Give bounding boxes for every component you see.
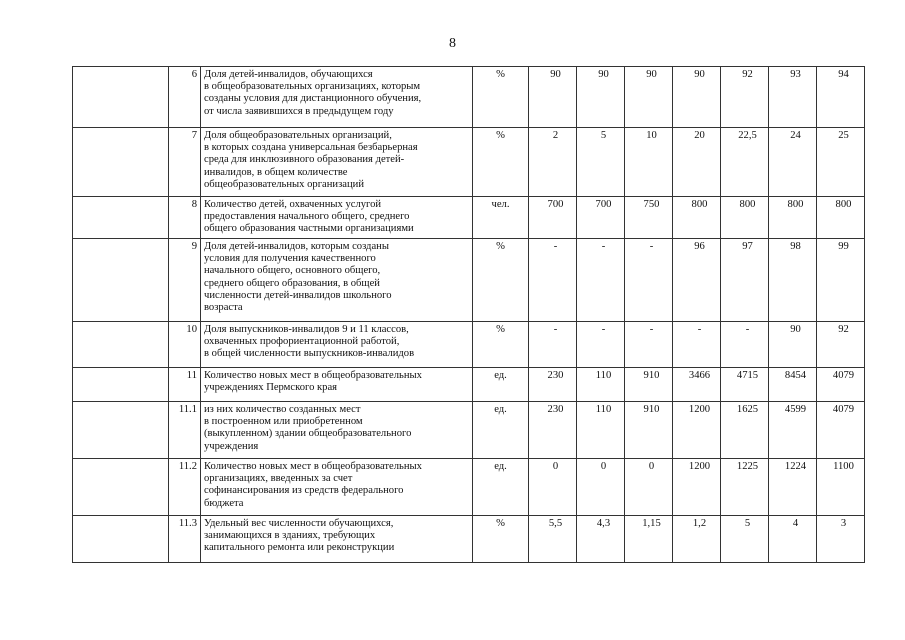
value-cell xyxy=(529,459,577,516)
indicator-name-line: Доля детей-инвалидов, обучающихся xyxy=(204,69,373,80)
value-text: 700 xyxy=(595,199,612,210)
value-cell xyxy=(721,67,769,128)
value-text: - xyxy=(601,324,606,335)
value-text: 0 xyxy=(600,461,607,472)
value-text: - xyxy=(697,324,702,335)
row-number-cell: 11 xyxy=(169,368,201,402)
value-text: 750 xyxy=(643,199,660,210)
value-cell xyxy=(529,239,577,322)
indicator-name-cell xyxy=(201,516,473,563)
indicator-name-line: учреждения xyxy=(204,440,259,452)
indicator-name-line: среда для инклюзивного образования детей- xyxy=(204,154,405,166)
unit-cell: % xyxy=(473,239,529,322)
value-text: 25 xyxy=(838,130,849,141)
value-text: 4079 xyxy=(832,404,855,415)
value-cell xyxy=(673,197,721,239)
value-text: 90 xyxy=(694,69,705,80)
left-margin-cell xyxy=(73,402,169,459)
indicator-name-line: Удельный вес численности обучающихся, xyxy=(204,518,394,529)
value-cell xyxy=(577,402,625,459)
value-text: 97 xyxy=(742,241,753,252)
value-text: 90 xyxy=(550,69,561,80)
value-cell xyxy=(625,516,673,563)
left-margin-cell xyxy=(73,197,169,239)
table-row xyxy=(73,197,865,239)
value-text: 1,2 xyxy=(692,518,707,529)
indicator-name-line: возраста xyxy=(204,302,243,314)
value-cell xyxy=(721,459,769,516)
value-text: 10 xyxy=(646,130,657,141)
value-text: 4079 xyxy=(832,370,855,381)
value-cell xyxy=(529,516,577,563)
unit-cell: ед. xyxy=(473,368,529,402)
value-text: 1100 xyxy=(833,461,854,472)
value-cell xyxy=(625,197,673,239)
unit-cell: чел. xyxy=(473,197,529,239)
row-number-cell: 6 xyxy=(169,67,201,128)
value-text: 90 xyxy=(646,69,657,80)
value-text: 800 xyxy=(835,199,852,210)
value-text: 99 xyxy=(838,241,849,252)
unit-cell: % xyxy=(473,516,529,563)
value-cell xyxy=(769,322,817,368)
value-text: 94 xyxy=(838,69,849,80)
indicator-name-line: Количество новых мест в общеобразовательных xyxy=(204,370,422,381)
value-cell xyxy=(769,402,817,459)
indicator-name-cell xyxy=(201,368,473,402)
value-cell xyxy=(769,368,817,402)
value-text: 1200 xyxy=(688,404,711,415)
indicator-name-line: условия для получения качественного xyxy=(204,253,376,265)
value-cell xyxy=(817,239,865,322)
unit-cell: % xyxy=(473,322,529,368)
value-text: 93 xyxy=(790,69,801,80)
value-cell xyxy=(817,459,865,516)
indicator-name-line: численности детей-инвалидов школьного xyxy=(204,289,392,301)
value-cell xyxy=(721,197,769,239)
indicator-name-line: в общей численности выпускников-инвалидов xyxy=(204,348,415,360)
value-cell xyxy=(769,67,817,128)
value-text: - xyxy=(553,241,558,252)
value-text: 5,5 xyxy=(548,518,563,529)
value-cell xyxy=(769,516,817,563)
indicator-name-cell xyxy=(201,239,473,322)
value-text: 4715 xyxy=(736,370,759,381)
value-text: 90 xyxy=(598,69,609,80)
value-text: 1225 xyxy=(736,461,759,472)
value-cell xyxy=(577,197,625,239)
indicator-name-line: общего образования частными организациями xyxy=(204,223,414,235)
indicator-name-line: бюджета xyxy=(204,497,244,509)
value-text: 800 xyxy=(691,199,708,210)
indicator-name-line: от числа заявившихся в предыдущем году xyxy=(204,105,394,117)
value-cell xyxy=(529,67,577,128)
value-cell xyxy=(673,516,721,563)
row-number-cell: 9 xyxy=(169,239,201,322)
value-cell xyxy=(577,239,625,322)
indicator-name-line: капитального ремонта или реконструкции xyxy=(204,542,395,554)
value-text: 92 xyxy=(742,69,753,80)
indicators-table xyxy=(72,66,865,563)
value-cell xyxy=(817,516,865,563)
indicator-name-line: Доля детей-инвалидов, которым созданы xyxy=(204,241,389,252)
indicator-name-line: софинансирования из средств федерального xyxy=(204,485,404,497)
value-cell xyxy=(769,239,817,322)
indicator-name-line: учреждениях Пермского края xyxy=(204,382,338,394)
value-text: 0 xyxy=(648,461,655,472)
value-cell xyxy=(673,67,721,128)
value-cell xyxy=(673,368,721,402)
value-cell xyxy=(721,128,769,197)
row-number-cell: 11.3 xyxy=(169,516,201,563)
value-cell xyxy=(817,368,865,402)
value-text: 90 xyxy=(790,324,801,335)
value-text: 910 xyxy=(643,370,660,381)
value-cell xyxy=(577,128,625,197)
value-cell xyxy=(625,322,673,368)
value-text: 92 xyxy=(838,324,849,335)
value-text: - xyxy=(649,324,654,335)
value-text: 910 xyxy=(643,404,660,415)
table-row xyxy=(73,322,865,368)
value-text: 24 xyxy=(790,130,801,141)
value-text: - xyxy=(553,324,558,335)
value-cell xyxy=(817,128,865,197)
indicator-name-line: в общеобразовательных организациях, которым xyxy=(204,81,421,93)
indicator-name-line: занимающихся в зданиях, требующих xyxy=(204,530,376,542)
indicator-name-cell xyxy=(201,197,473,239)
value-cell xyxy=(817,67,865,128)
indicator-name-line: Доля выпускников-инвалидов 9 и 11 классов, xyxy=(204,324,409,335)
value-text: 98 xyxy=(790,241,801,252)
value-cell xyxy=(625,368,673,402)
value-cell xyxy=(625,459,673,516)
value-text: 0 xyxy=(552,461,559,472)
value-text: 5 xyxy=(744,518,751,529)
value-text: 800 xyxy=(787,199,804,210)
value-text: - xyxy=(601,241,606,252)
value-cell xyxy=(577,67,625,128)
table-row xyxy=(73,459,865,516)
value-cell xyxy=(673,402,721,459)
value-cell xyxy=(577,516,625,563)
value-cell xyxy=(529,128,577,197)
row-number-cell: 8 xyxy=(169,197,201,239)
indicator-name-line: организациях, введенных за счет xyxy=(204,473,353,485)
left-margin-cell xyxy=(73,516,169,563)
indicator-name-line: Количество новых мест в общеобразовательных xyxy=(204,461,422,472)
value-cell xyxy=(817,402,865,459)
value-cell xyxy=(817,322,865,368)
value-text: - xyxy=(649,241,654,252)
table-row xyxy=(73,516,865,563)
value-cell xyxy=(673,459,721,516)
value-text: 230 xyxy=(547,370,564,381)
value-cell xyxy=(721,239,769,322)
table-row xyxy=(73,368,865,402)
value-cell xyxy=(769,459,817,516)
value-text: 3466 xyxy=(688,370,711,381)
value-cell xyxy=(625,128,673,197)
value-cell xyxy=(529,322,577,368)
value-cell xyxy=(769,128,817,197)
row-number-cell: 10 xyxy=(169,322,201,368)
table-row xyxy=(73,128,865,197)
table-body xyxy=(73,67,865,563)
indicator-name-line: Доля общеобразовательных организаций, xyxy=(204,130,392,141)
indicator-name-line: созданы условия для дистанционного обучения, xyxy=(204,93,422,105)
indicator-name-line: начального общего, основного общего, xyxy=(204,265,381,277)
left-margin-cell xyxy=(73,368,169,402)
left-margin-cell xyxy=(73,459,169,516)
value-text: 1224 xyxy=(784,461,807,472)
indicator-name-line: в которых создана универсальная безбарьерная xyxy=(204,142,418,154)
value-text: 230 xyxy=(547,404,564,415)
indicator-name-line: общеобразовательных организаций xyxy=(204,178,364,190)
left-margin-cell xyxy=(73,239,169,322)
value-cell xyxy=(529,197,577,239)
value-cell xyxy=(721,322,769,368)
value-text: - xyxy=(745,324,750,335)
value-text: 8454 xyxy=(784,370,807,381)
value-text: 1200 xyxy=(688,461,711,472)
value-cell xyxy=(673,322,721,368)
indicator-name-cell xyxy=(201,402,473,459)
indicator-name-line: инвалидов, в общем количестве xyxy=(204,166,348,178)
value-text: 22,5 xyxy=(738,130,757,141)
indicator-name-line: предоставления начального общего, среднего xyxy=(204,211,410,223)
value-text: 4,3 xyxy=(596,518,611,529)
value-cell xyxy=(625,67,673,128)
value-cell xyxy=(529,368,577,402)
value-text: 110 xyxy=(595,404,612,415)
page-number: 8 xyxy=(449,36,456,51)
value-cell xyxy=(721,516,769,563)
value-text: 1625 xyxy=(736,404,759,415)
value-cell xyxy=(673,128,721,197)
value-text: 96 xyxy=(694,241,705,252)
indicator-name-line: в построенном или приобретенном xyxy=(204,416,363,428)
value-text: 800 xyxy=(739,199,756,210)
indicator-name-cell xyxy=(201,459,473,516)
table-row xyxy=(73,239,865,322)
left-margin-cell xyxy=(73,128,169,197)
indicator-name-line: (выкупленном) здании общеобразовательного xyxy=(204,428,412,440)
indicator-name-cell xyxy=(201,67,473,128)
left-margin-cell xyxy=(73,67,169,128)
value-text: 20 xyxy=(694,130,705,141)
value-cell xyxy=(625,402,673,459)
value-text: 110 xyxy=(595,370,612,381)
row-number-cell: 7 xyxy=(169,128,201,197)
table-row xyxy=(73,402,865,459)
value-cell xyxy=(721,402,769,459)
value-cell xyxy=(721,368,769,402)
indicator-name-line: охваченных профориентационной работой, xyxy=(204,336,400,348)
table-row xyxy=(73,67,865,128)
value-cell xyxy=(577,368,625,402)
indicator-name-line: среднего общего образования, в общей xyxy=(204,277,380,289)
unit-cell: % xyxy=(473,128,529,197)
indicator-name-cell xyxy=(201,322,473,368)
indicator-name-line: из них количество созданных мест xyxy=(204,404,361,415)
value-text: 4599 xyxy=(784,404,807,415)
value-text: 2 xyxy=(552,130,559,141)
left-margin-cell xyxy=(73,322,169,368)
unit-cell: ед. xyxy=(473,402,529,459)
value-cell xyxy=(577,322,625,368)
value-cell xyxy=(577,459,625,516)
value-text: 3 xyxy=(840,518,847,529)
value-text: 1,15 xyxy=(642,518,661,529)
value-cell xyxy=(673,239,721,322)
unit-cell: ед. xyxy=(473,459,529,516)
value-cell xyxy=(625,239,673,322)
indicator-name-cell xyxy=(201,128,473,197)
value-text: 5 xyxy=(600,130,607,141)
unit-cell: % xyxy=(473,67,529,128)
indicator-name-line: Количество детей, охваченных услугой xyxy=(204,199,382,210)
value-text: 4 xyxy=(792,518,799,529)
value-cell xyxy=(769,197,817,239)
value-cell xyxy=(529,402,577,459)
row-number-cell: 11.2 xyxy=(169,459,201,516)
row-number-cell: 11.1 xyxy=(169,402,201,459)
value-cell xyxy=(817,197,865,239)
value-text: 700 xyxy=(547,199,564,210)
